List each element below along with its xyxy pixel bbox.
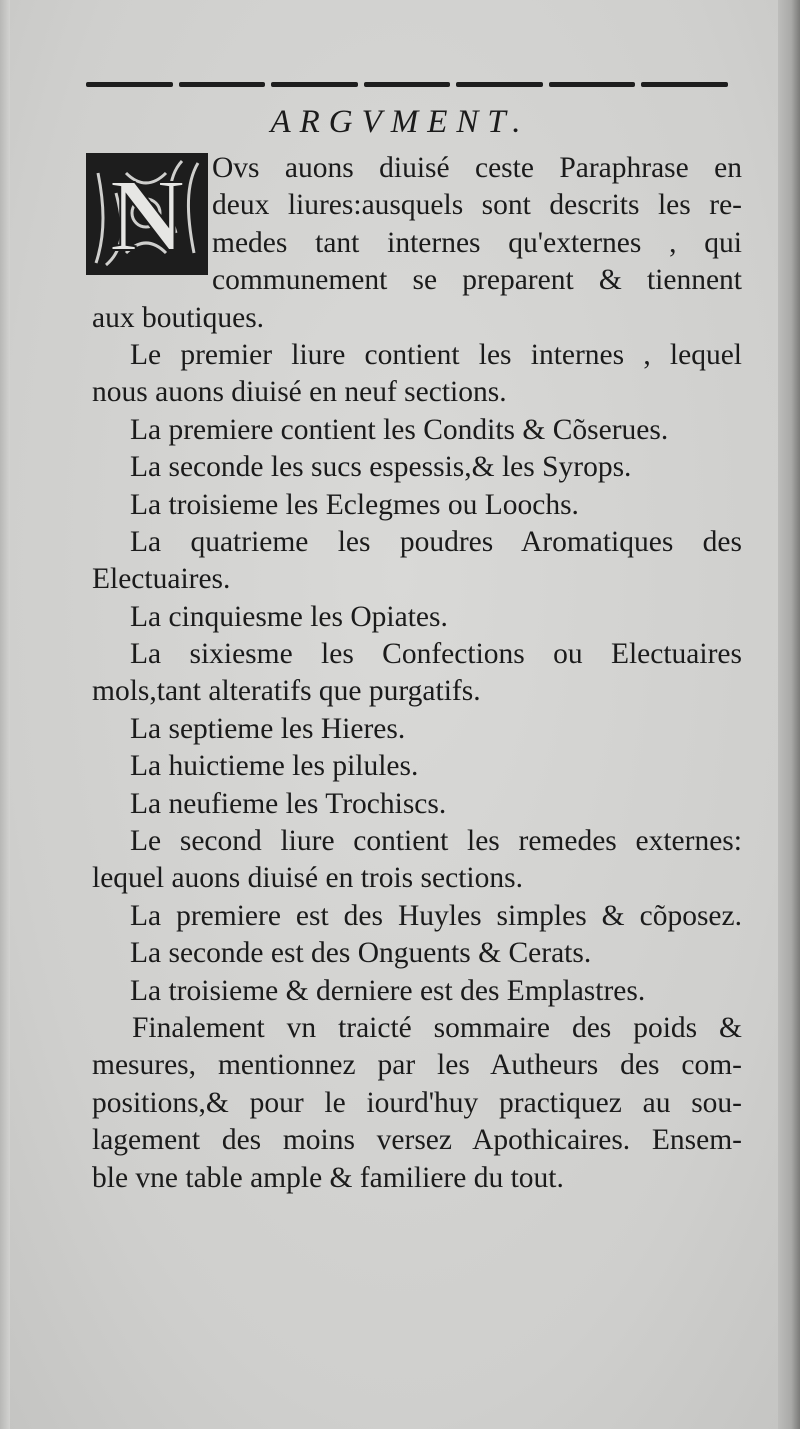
text-line: Le second liure contient les remedes externes:: [130, 825, 742, 858]
section-item: La troisieme & derniere est des Emplastres.: [130, 974, 646, 1007]
page-right-edge: [778, 0, 800, 1429]
text-line: Ovs auons diuisé ceste Paraphrase en: [212, 152, 742, 184]
text-line: Finalement vn traicté sommaire des poids &: [132, 1011, 742, 1044]
section-item: La seconde est des Onguents & Cerats.: [130, 937, 592, 970]
text-line: lagement des moins versez Apothicaires. Ensem-: [92, 1124, 742, 1157]
text-line: mesures, mentionnez par les Autheurs des com-: [92, 1049, 742, 1082]
head-rule: [86, 78, 728, 90]
initial-letter: N: [109, 158, 185, 273]
section-item: La cinquiesme les Opiates.: [130, 600, 448, 633]
text-line: lequel auons diuisé en trois sections.: [92, 862, 523, 895]
text-line: nous auons diuisé en neuf sections.: [92, 376, 507, 409]
section-item: La seconde les sucs espessis,& les Syrops.: [130, 451, 632, 484]
argument-text: [92, 150, 742, 1197]
page-heading: ARGVMENT.: [270, 104, 530, 140]
section-item-cont: mols,tant alteratifs que purgatifs.: [92, 675, 481, 708]
section-item: La troisieme les Eclegmes ou Loochs.: [130, 488, 579, 521]
text-line: positions,& pour le iourd'huy practiquez au sou-: [92, 1086, 742, 1119]
text-line: Le premier liure contient les internes , lequel: [130, 338, 742, 371]
text-line: aux boutiques.: [92, 301, 265, 334]
text-line: ble vne table ample & familiere du tout.: [92, 1161, 564, 1194]
section-item: La premiere contient les Condits & Cõserues.: [130, 413, 669, 446]
section-item: La huictieme les pilules.: [130, 750, 419, 783]
text-line: medes tant internes qu'externes , qui: [212, 226, 742, 259]
text-line: deux liures:ausquels sont descrits les re-: [212, 189, 742, 222]
section-item: La quatrieme les poudres Aromatiques des: [130, 525, 742, 558]
text-line: communement se preparent & tiennent: [212, 264, 742, 297]
section-item: La septieme les Hieres.: [130, 712, 406, 745]
section-item: La neufieme les Trochiscs.: [130, 787, 447, 820]
section-item: La sixiesme les Confections ou Electuaires: [130, 638, 742, 671]
page-left-edge: [0, 0, 10, 1429]
section-item: La premiere est des Huyles simples & cõposez.: [130, 899, 742, 932]
section-item-cont: Electuaires.: [92, 563, 231, 596]
